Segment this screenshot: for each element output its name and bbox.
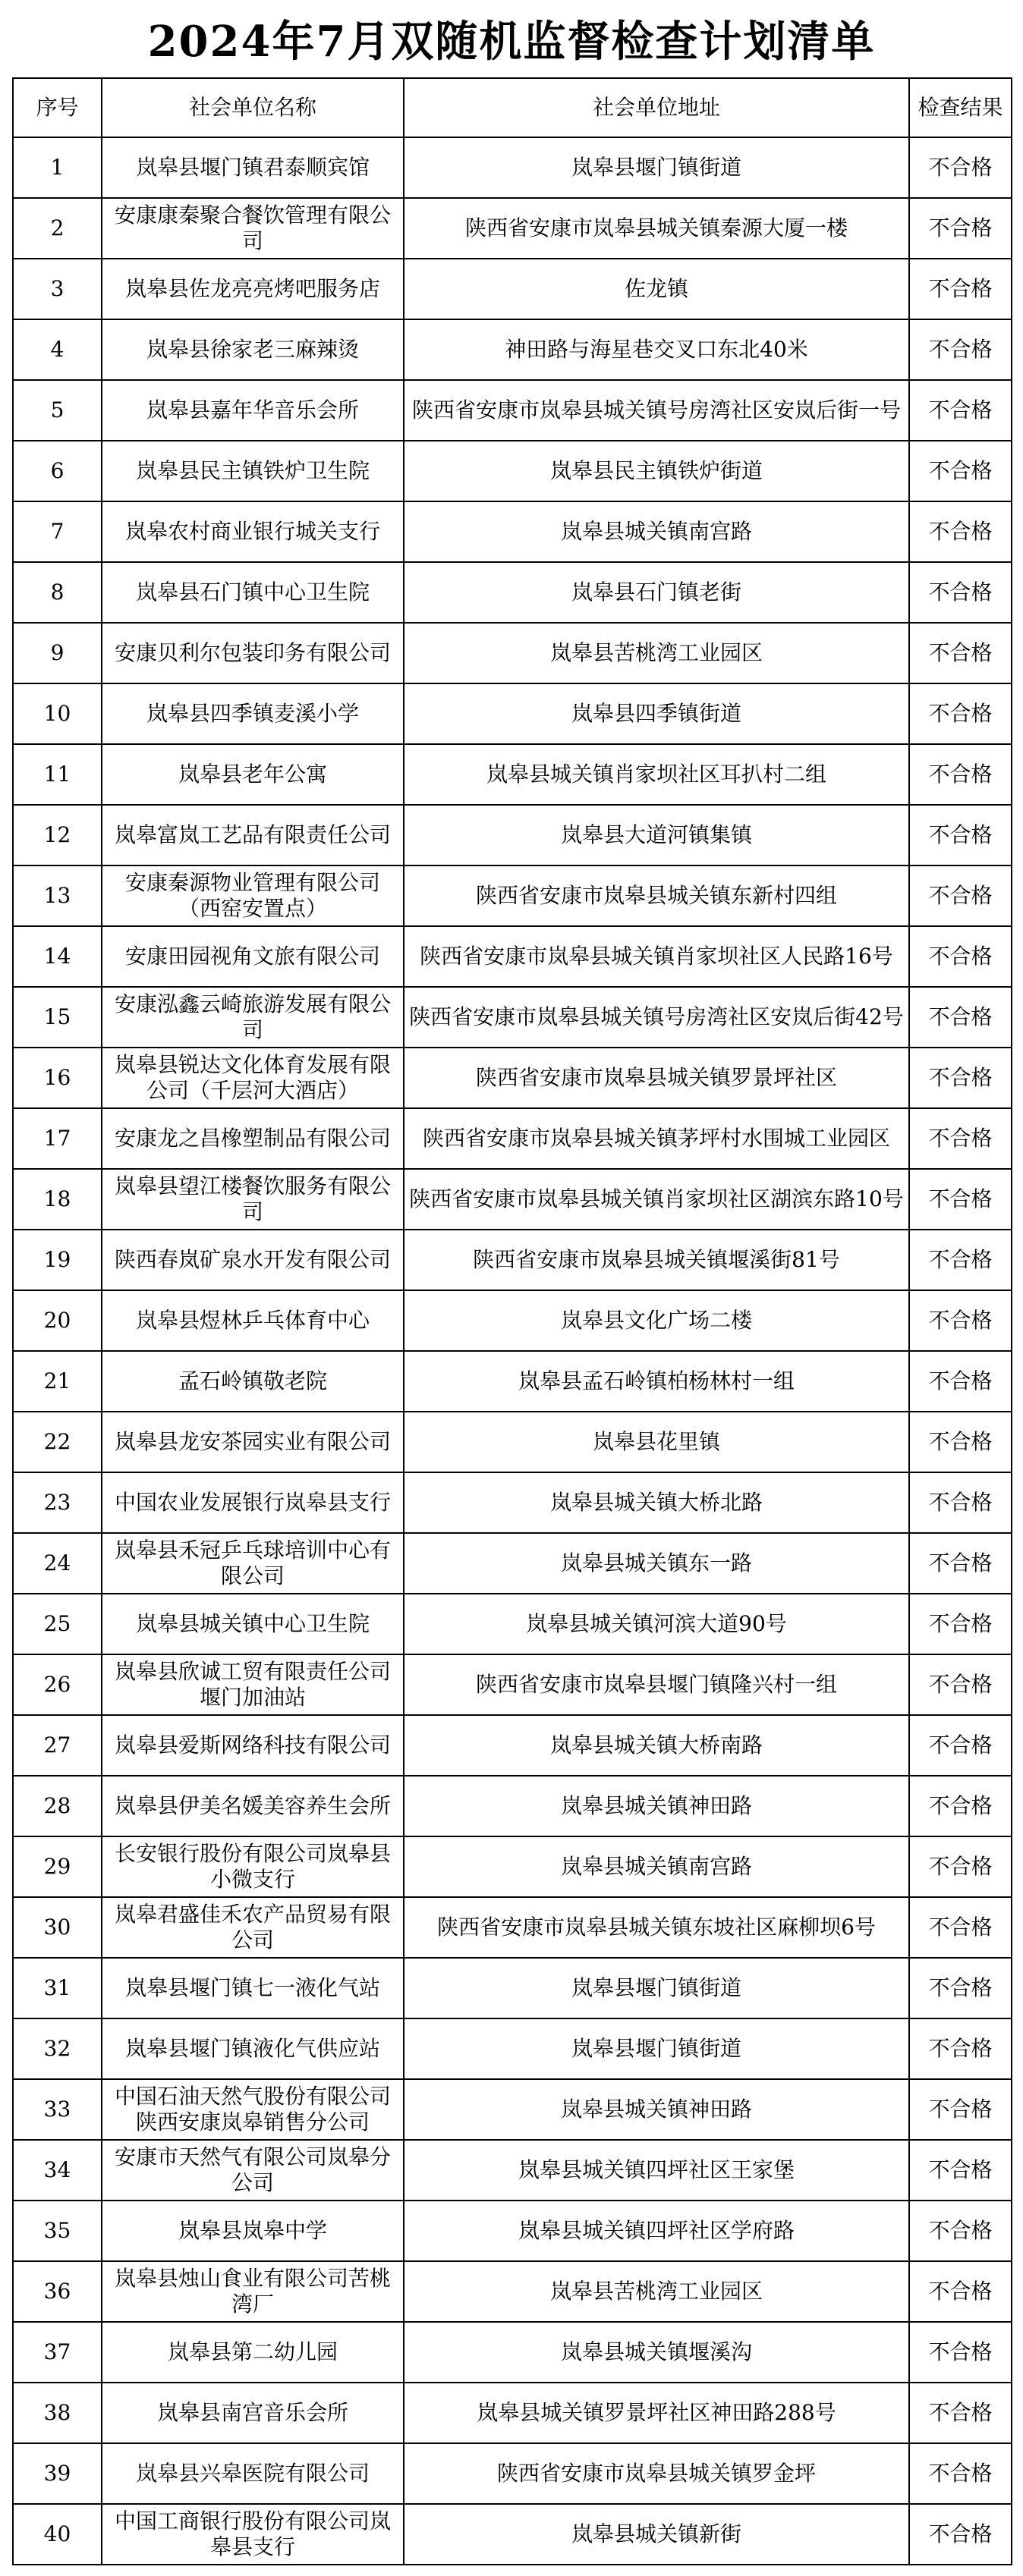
cell-unit-address: 陕西省安康市岚皋县城关镇秦源大厦一楼 [404,198,909,259]
cell-seq: 12 [13,805,102,865]
cell-result: 不合格 [909,1594,1012,1654]
cell-seq: 33 [13,2079,102,2140]
cell-unit-address: 岚皋县城关镇四坪社区学府路 [404,2201,909,2261]
cell-unit-address: 岚皋县孟石岭镇柏杨林村一组 [404,1351,909,1412]
cell-unit-address: 神田路与海星巷交叉口东北40米 [404,319,909,380]
cell-result: 不合格 [909,2079,1012,2140]
table-row [13,198,1012,259]
cell-unit-address: 岚皋县文化广场二楼 [404,1290,909,1351]
table-row [13,1472,1012,1533]
cell-unit-name: 岚皋县佐龙亮亮烤吧服务店 [102,259,404,319]
table-row [13,683,1012,744]
cell-result: 不合格 [909,805,1012,865]
cell-unit-address: 岚皋县堰门镇街道 [404,1958,909,2018]
cell-seq: 1 [13,137,102,198]
table-row [13,2201,1012,2261]
cell-result: 不合格 [909,380,1012,441]
cell-seq: 18 [13,1169,102,1230]
header-address: 社会单位地址 [404,78,909,137]
cell-unit-address: 岚皋县城关镇南宫路 [404,501,909,562]
cell-unit-address: 岚皋县花里镇 [404,1412,909,1472]
cell-unit-address: 岚皋县堰门镇街道 [404,137,909,198]
cell-unit-name: 岚皋县堰门镇君泰顺宾馆 [102,137,404,198]
cell-unit-name: 安康龙之昌橡塑制品有限公司 [102,1108,404,1169]
cell-unit-address: 陕西省安康市岚皋县城关镇肖家坝社区湖滨东路10号 [404,1169,909,1230]
cell-seq: 25 [13,1594,102,1654]
cell-seq: 34 [13,2140,102,2201]
cell-result: 不合格 [909,1958,1012,2018]
cell-unit-address: 岚皋县苦桃湾工业园区 [404,623,909,683]
cell-seq: 19 [13,1230,102,1290]
table-row [13,2504,1012,2565]
cell-result: 不合格 [909,1108,1012,1169]
cell-seq: 21 [13,1351,102,1412]
cell-result: 不合格 [909,137,1012,198]
table-row [13,2140,1012,2201]
cell-unit-name: 岚皋县龙安茶园实业有限公司 [102,1412,404,1472]
cell-seq: 22 [13,1412,102,1472]
table-row [13,987,1012,1048]
cell-result: 不合格 [909,2140,1012,2201]
header-result: 检查结果 [909,78,1012,137]
cell-result: 不合格 [909,987,1012,1048]
cell-unit-name: 岚皋县锐达文化体育发展有限公司（千层河大酒店） [102,1048,404,1108]
cell-result: 不合格 [909,1472,1012,1533]
cell-unit-name: 岚皋县老年公寓 [102,744,404,805]
cell-seq: 20 [13,1290,102,1351]
cell-unit-address: 岚皋县城关镇南宫路 [404,1836,909,1897]
table-row [13,319,1012,380]
table-row [13,1230,1012,1290]
cell-seq: 28 [13,1776,102,1836]
cell-unit-address: 岚皋县苦桃湾工业园区 [404,2261,909,2322]
cell-unit-address: 岚皋县城关镇大桥北路 [404,1472,909,1533]
cell-unit-address: 陕西省安康市岚皋县城关镇茅坪村水围城工业园区 [404,1108,909,1169]
cell-unit-address: 陕西省安康市岚皋县城关镇罗金坪 [404,2443,909,2504]
cell-seq: 35 [13,2201,102,2261]
table-row [13,1715,1012,1776]
table-row [13,1169,1012,1230]
cell-result: 不合格 [909,1048,1012,1108]
cell-seq: 4 [13,319,102,380]
cell-unit-name: 岚皋县堰门镇七一液化气站 [102,1958,404,2018]
cell-unit-address: 岚皋县城关镇肖家坝社区耳扒村二组 [404,744,909,805]
cell-seq: 38 [13,2383,102,2443]
cell-unit-address: 岚皋县城关镇堰溪沟 [404,2322,909,2383]
cell-result: 不合格 [909,1351,1012,1412]
cell-unit-name: 岚皋县兴皋医院有限公司 [102,2443,404,2504]
cell-unit-name: 安康康秦聚合餐饮管理有限公司 [102,198,404,259]
table-row [13,1776,1012,1836]
cell-unit-name: 岚皋县禾冠乒乓球培训中心有限公司 [102,1533,404,1594]
cell-unit-name: 安康贝利尔包装印务有限公司 [102,623,404,683]
table-row [13,2018,1012,2079]
cell-unit-name: 安康秦源物业管理有限公司（西窑安置点） [102,865,404,926]
cell-unit-address: 陕西省安康市岚皋县城关镇罗景坪社区 [404,1048,909,1108]
cell-result: 不合格 [909,926,1012,987]
cell-seq: 3 [13,259,102,319]
table-body [13,137,1012,2565]
table-row [13,1412,1012,1472]
cell-seq: 23 [13,1472,102,1533]
cell-result: 不合格 [909,2322,1012,2383]
cell-result: 不合格 [909,1897,1012,1958]
table-row [13,2079,1012,2140]
cell-result: 不合格 [909,198,1012,259]
cell-unit-address: 陕西省安康市岚皋县城关镇东坡社区麻柳坝6号 [404,1897,909,1958]
cell-unit-address: 陕西省安康市岚皋县城关镇号房湾社区安岚后街一号 [404,380,909,441]
cell-result: 不合格 [909,1290,1012,1351]
cell-unit-address: 陕西省安康市岚皋县城关镇肖家坝社区人民路16号 [404,926,909,987]
cell-result: 不合格 [909,1776,1012,1836]
cell-unit-name: 陕西春岚矿泉水开发有限公司 [102,1230,404,1290]
cell-unit-address: 岚皋县四季镇街道 [404,683,909,744]
cell-unit-address: 岚皋县城关镇新街 [404,2504,909,2565]
cell-seq: 31 [13,1958,102,2018]
inspection-table [12,77,1012,2565]
cell-seq: 30 [13,1897,102,1958]
cell-seq: 27 [13,1715,102,1776]
cell-seq: 16 [13,1048,102,1108]
table-row [13,562,1012,623]
cell-unit-address: 岚皋县城关镇神田路 [404,1776,909,1836]
cell-result: 不合格 [909,2201,1012,2261]
table-row [13,2261,1012,2322]
cell-result: 不合格 [909,1230,1012,1290]
cell-unit-name: 岚皋县爱斯网络科技有限公司 [102,1715,404,1776]
cell-seq: 17 [13,1108,102,1169]
cell-unit-address: 岚皋县城关镇东一路 [404,1533,909,1594]
cell-seq: 6 [13,441,102,501]
cell-unit-address: 岚皋县城关镇四坪社区王家堡 [404,2140,909,2201]
cell-unit-name: 安康田园视角文旅有限公司 [102,926,404,987]
cell-result: 不合格 [909,2443,1012,2504]
cell-seq: 15 [13,987,102,1048]
cell-unit-address: 陕西省安康市岚皋县堰门镇隆兴村一组 [404,1654,909,1715]
page-title: 2024年7月双随机监督检查计划清单 [147,17,876,67]
cell-unit-address: 陕西省安康市岚皋县城关镇东新村四组 [404,865,909,926]
table-header-row [13,78,1012,137]
table-row [13,441,1012,501]
cell-result: 不合格 [909,1836,1012,1897]
table-row [13,2322,1012,2383]
cell-unit-address: 岚皋县城关镇罗景坪社区神田路288号 [404,2383,909,2443]
cell-unit-name: 岚皋君盛佳禾农产品贸易有限公司 [102,1897,404,1958]
header-name: 社会单位名称 [102,78,404,137]
cell-unit-name: 岚皋县民主镇铁炉卫生院 [102,441,404,501]
cell-unit-name: 岚皋县城关镇中心卫生院 [102,1594,404,1654]
cell-result: 不合格 [909,2504,1012,2565]
table-row [13,2383,1012,2443]
cell-unit-name: 岚皋县伊美名媛美容养生会所 [102,1776,404,1836]
cell-result: 不合格 [909,1169,1012,1230]
table-row [13,501,1012,562]
cell-result: 不合格 [909,1533,1012,1594]
cell-unit-name: 岚皋富岚工艺品有限责任公司 [102,805,404,865]
cell-unit-name: 岚皋县欣诚工贸有限责任公司堰门加油站 [102,1654,404,1715]
table-row [13,1351,1012,1412]
cell-result: 不合格 [909,683,1012,744]
cell-unit-address: 陕西省安康市岚皋县城关镇号房湾社区安岚后街42号 [404,987,909,1048]
cell-result: 不合格 [909,501,1012,562]
cell-unit-name: 岚皋县岚皋中学 [102,2201,404,2261]
table-row [13,926,1012,987]
cell-unit-name: 安康市天然气有限公司岚皋分公司 [102,2140,404,2201]
cell-result: 不合格 [909,2018,1012,2079]
cell-result: 不合格 [909,1654,1012,1715]
cell-unit-name: 安康泓鑫云崎旅游发展有限公司 [102,987,404,1048]
cell-seq: 32 [13,2018,102,2079]
cell-seq: 2 [13,198,102,259]
cell-seq: 5 [13,380,102,441]
cell-unit-name: 中国农业发展银行岚皋县支行 [102,1472,404,1533]
cell-seq: 9 [13,623,102,683]
table-row [13,805,1012,865]
cell-unit-name: 岚皋县石门镇中心卫生院 [102,562,404,623]
table-row [13,1594,1012,1654]
cell-result: 不合格 [909,1412,1012,1472]
cell-seq: 26 [13,1654,102,1715]
table-row [13,1654,1012,1715]
cell-unit-name: 中国石油天然气股份有限公司陕西安康岚皋销售分公司 [102,2079,404,2140]
table-row [13,1048,1012,1108]
cell-unit-address: 岚皋县民主镇铁炉街道 [404,441,909,501]
cell-unit-name: 岚皋县烛山食业有限公司苦桃湾厂 [102,2261,404,2322]
table-row [13,1958,1012,2018]
cell-seq: 40 [13,2504,102,2565]
cell-result: 不合格 [909,1715,1012,1776]
cell-seq: 37 [13,2322,102,2383]
cell-seq: 24 [13,1533,102,1594]
cell-unit-name: 岚皋县煜林乒乓体育中心 [102,1290,404,1351]
table-row [13,744,1012,805]
table-row [13,1897,1012,1958]
cell-unit-address: 岚皋县城关镇大桥南路 [404,1715,909,1776]
cell-seq: 14 [13,926,102,987]
table-row [13,1290,1012,1351]
header-seq: 序号 [13,78,102,137]
cell-seq: 36 [13,2261,102,2322]
table-row [13,865,1012,926]
cell-unit-name: 岚皋县四季镇麦溪小学 [102,683,404,744]
cell-seq: 10 [13,683,102,744]
cell-seq: 29 [13,1836,102,1897]
cell-result: 不合格 [909,319,1012,380]
cell-result: 不合格 [909,865,1012,926]
cell-unit-address: 陕西省安康市岚皋县城关镇堰溪街81号 [404,1230,909,1290]
cell-unit-name: 中国工商银行股份有限公司岚皋县支行 [102,2504,404,2565]
cell-unit-name: 岚皋县徐家老三麻辣烫 [102,319,404,380]
cell-unit-name: 岚皋县第二幼儿园 [102,2322,404,2383]
cell-seq: 13 [13,865,102,926]
cell-unit-name: 孟石岭镇敬老院 [102,1351,404,1412]
cell-result: 不合格 [909,2261,1012,2322]
cell-unit-name: 岚皋县南宫音乐会所 [102,2383,404,2443]
cell-unit-address: 岚皋县石门镇老街 [404,562,909,623]
cell-result: 不合格 [909,623,1012,683]
table-row [13,380,1012,441]
table-row [13,1836,1012,1897]
cell-unit-address: 佐龙镇 [404,259,909,319]
cell-unit-address: 岚皋县大道河镇集镇 [404,805,909,865]
table-row [13,2443,1012,2504]
cell-result: 不合格 [909,259,1012,319]
cell-unit-address: 岚皋县堰门镇街道 [404,2018,909,2079]
cell-unit-name: 长安银行股份有限公司岚皋县小微支行 [102,1836,404,1897]
cell-unit-name: 岚皋县堰门镇液化气供应站 [102,2018,404,2079]
table-row [13,1108,1012,1169]
cell-result: 不合格 [909,441,1012,501]
cell-unit-name: 岚皋农村商业银行城关支行 [102,501,404,562]
table-row [13,137,1012,198]
cell-result: 不合格 [909,2383,1012,2443]
cell-seq: 39 [13,2443,102,2504]
cell-result: 不合格 [909,562,1012,623]
table-row [13,1533,1012,1594]
cell-unit-name: 岚皋县嘉年华音乐会所 [102,380,404,441]
cell-result: 不合格 [909,744,1012,805]
cell-seq: 8 [13,562,102,623]
cell-seq: 7 [13,501,102,562]
cell-unit-address: 岚皋县城关镇神田路 [404,2079,909,2140]
cell-unit-address: 岚皋县城关镇河滨大道90号 [404,1594,909,1654]
table-row [13,623,1012,683]
table-row [13,259,1012,319]
cell-seq: 11 [13,744,102,805]
cell-unit-name: 岚皋县望江楼餐饮服务有限公司 [102,1169,404,1230]
